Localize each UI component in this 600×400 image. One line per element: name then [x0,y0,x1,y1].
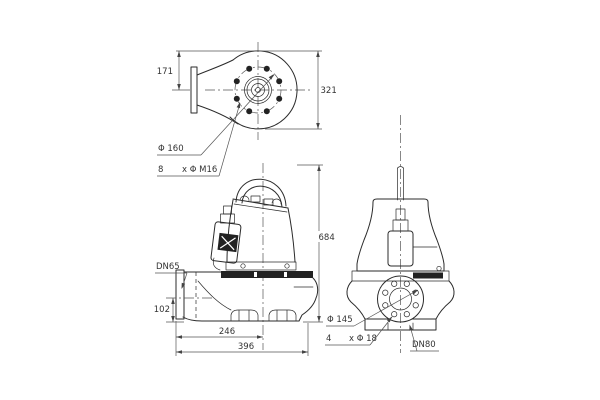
carrying-handle-outer [236,179,286,206]
callout-bolt-spec [157,102,242,176]
handle-mount-right [272,199,281,204]
clamp-band-front-dark [413,273,443,279]
dim-label-102: 102 [153,305,170,315]
clamp-band-dark [221,271,313,278]
volute-neck-top [197,60,233,75]
callout-bolt-circle-145 [326,288,419,326]
label-hole-count: 4 [326,334,332,344]
dim-label-321: 321 [320,86,337,96]
housing-screw [437,266,441,270]
top-cover-detail-1 [251,196,260,202]
suction-flange-plate [191,67,197,113]
ring-screw-right [285,264,289,268]
label-hole-spec: x Φ 18 [349,334,377,344]
label-flange-diameter: Φ 160 [158,144,184,154]
motor-left-edge [227,200,233,262]
label-bolt-spec: x Φ M16 [182,165,218,175]
discharge-flange-plate [176,270,184,319]
callout-dn65 [155,262,187,290]
dim-label-246: 246 [218,327,236,337]
label-discharge-dn65: DN65 [156,262,180,272]
motor-base-ring [226,262,296,270]
motor-top-edge-inner [234,204,287,212]
side-view [153,163,335,356]
front-view [325,115,454,353]
label-bolt-circle-145: Φ 145 [327,315,353,325]
dim-label-396: 396 [237,342,255,352]
cable-gland-side [211,206,242,270]
dim-label-171: 171 [156,67,173,77]
ring-screw-left [241,264,245,268]
dimension-102 [153,298,184,322]
callout-dn80 [408,324,439,351]
top-view [157,42,337,176]
dimension-171 [157,51,322,90]
dim-label-684: 684 [318,233,335,243]
dimension-396 [176,323,308,356]
callout-pitch-circle [157,73,275,155]
label-bolt-count: 8 [158,165,164,175]
label-outlet-dn80: DN80 [412,340,436,350]
motor-right-edge [288,208,295,262]
